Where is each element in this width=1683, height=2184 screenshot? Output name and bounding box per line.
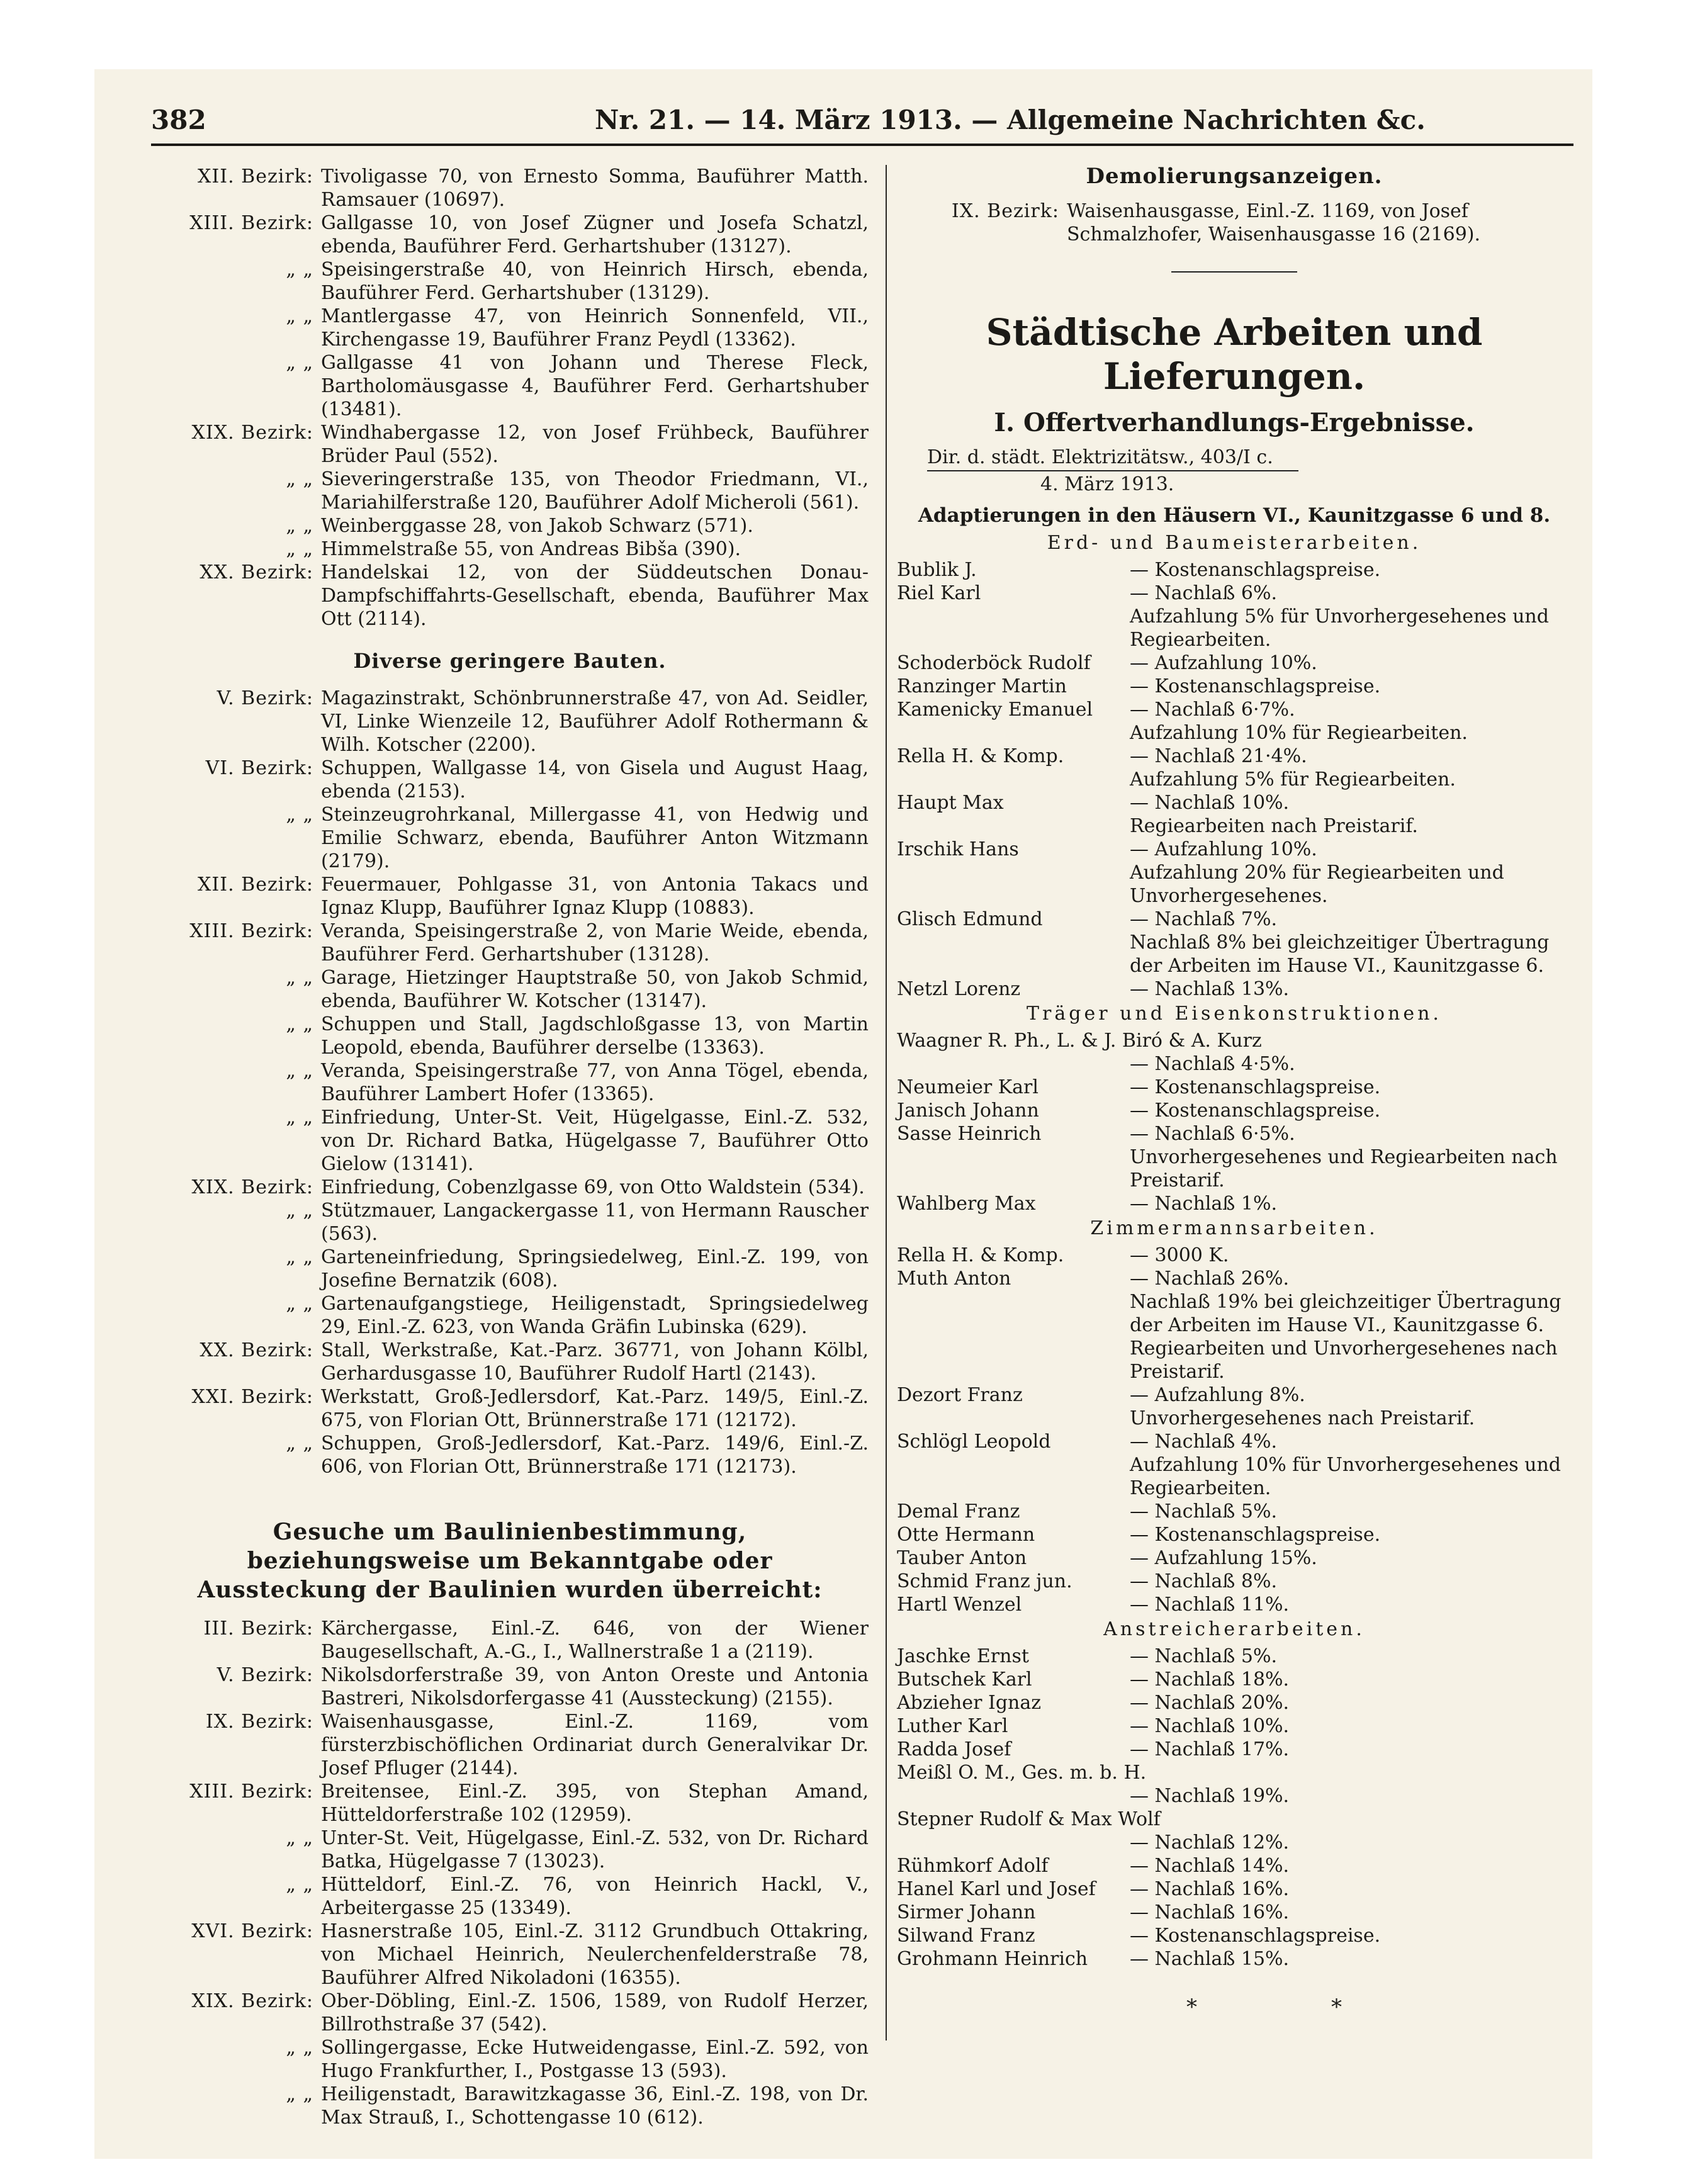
entry-text: Weinberggasse 28, von Jakob Schwarz (571). [321, 515, 753, 537]
bidder-name: Kamenicky Emanuel [897, 699, 1093, 721]
district-label: V. Bezirk: [217, 687, 313, 709]
district-label: „ „ [286, 538, 313, 560]
bidder-name: Dezort Franz [897, 1384, 1023, 1406]
bidder-name: Abzieher Ignaz [897, 1692, 1042, 1714]
entry-text: Feuermauer, Pohlgasse 31, von Antonia Takacs und Ignaz Klupp, Bauführer Ignaz Klupp (10883). [321, 874, 869, 919]
bid-result: — Nachlaß 5%. [1130, 1645, 1277, 1667]
district-label: „ „ [286, 515, 313, 537]
bidder-name: Schoderböck Rudolf [897, 652, 1091, 674]
bid-note: Aufzahlung 10% für Unvorhergesehenes und Regiearbeiten. [1130, 1454, 1562, 1499]
district-label: „ „ [286, 1013, 313, 1035]
category-title: Zimmermannsarbeiten. [1090, 1217, 1378, 1239]
bid-row [897, 1854, 1572, 1877]
bid-result: — Aufzahlung 15%. [1130, 1547, 1317, 1569]
bidder-name: Butschek Karl [897, 1669, 1032, 1691]
district-label: „ „ [286, 967, 313, 989]
entry-text: Einfriedung, Unter-St. Veit, Hügelgasse, Einl.-Z. 532, von Dr. Richard Batka, Hügelgasse 7, Bauführer Otto Gielow (13141). [321, 1106, 869, 1175]
entry-text: Gartenaufgangstiege, Heiligenstadt, Springsiedelweg 29, Einl.-Z. 623, von Wanda Gräfin Lubinska (629). [321, 1293, 869, 1338]
bid-result: — Nachlaß 19%. [1130, 1785, 1290, 1807]
bid-row [897, 838, 1572, 908]
page-number: 382 [151, 104, 206, 135]
bidder-name: Wahlberg Max [897, 1193, 1036, 1215]
district-label: „ „ [286, 1433, 313, 1455]
bid-list [897, 1029, 1572, 1215]
entry-text: Hütteldorf, Einl.-Z. 76, von Heinrich Hackl, V., Arbeitergasse 25 (13349). [321, 1874, 869, 1919]
entry-text: Sollingergasse, Ecke Hutweidengasse, Einl.-Z. 592, von Hugo Frankfurther, I., Postgasse 13 (593). [321, 2037, 869, 2082]
bid-row [897, 675, 1572, 698]
bid-row [897, 651, 1572, 675]
bid-result: — Nachlaß 4·5%. [1130, 1053, 1295, 1075]
entry [151, 1617, 869, 1663]
bid-row [897, 1761, 1572, 1808]
bid-note: Unvorhergesehenes nach Preistarif. [1130, 1407, 1475, 1429]
demolition-section-title: Demolierungsanzeigen. [1086, 164, 1383, 189]
bid-result: — 3000 K. [1130, 1244, 1229, 1266]
bidder-name: Hartl Wenzel [897, 1594, 1022, 1616]
entry-text: Sieveringerstraße 135, von Theodor Friedmann, VI., Mariahilferstraße 120, Bauführer Adolf Micheroli (561). [321, 468, 869, 514]
entry-text: Kärchergasse, Einl.-Z. 646, von der Wiener Baugesellschaft, A.-G., I., Wallnerstraße 1 a (2119). [321, 1618, 869, 1663]
section-divider [1171, 271, 1297, 273]
bid-result: — Nachlaß 7%. [1130, 908, 1277, 930]
bidder-name: Sasse Heinrich [897, 1123, 1042, 1145]
bidder-name: Schlögl Leopold [897, 1431, 1051, 1453]
entry-text: Unter-St. Veit, Hügelgasse, Einl.-Z. 532, von Dr. Richard Batka, Hügelgasse 7 (13023). [321, 1827, 869, 1872]
bidder-name: Riel Karl [897, 582, 981, 604]
bid-row [897, 1076, 1572, 1099]
entry [151, 421, 869, 468]
entry [151, 165, 869, 211]
running-title: Nr. 21. — 14. März 1913. — Allgemeine Nachrichten &c. [595, 104, 1426, 135]
district-label: „ „ [286, 2083, 313, 2105]
column-separator [886, 165, 887, 2040]
entry-text: Garteneinfriedung, Springsiedelweg, Einl.-Z. 199, von Josefine Bernatzik (608). [321, 1246, 869, 1292]
district-label: IX. Bezirk: [205, 1711, 313, 1733]
bidder-name: Rella H. & Komp. [897, 1244, 1064, 1266]
bid-result: — Nachlaß 10%. [1130, 1715, 1290, 1737]
entry [151, 1106, 869, 1176]
district-label: „ „ [286, 259, 313, 281]
bid-note: Nachlaß 19% bei gleichzeitiger Übertragung der Arbeiten im Hause VI., Kaunitzgasse 6. [1130, 1291, 1562, 1336]
entry-text: Waisenhausgasse, Einl.-Z. 1169, von Josef Schmalzhofer, Waisenhausgasse 16 (2169). [1067, 200, 1481, 245]
bid-row [897, 1901, 1572, 1924]
bid-row [897, 1192, 1572, 1215]
entry-text: Hasnerstraße 105, Einl.-Z. 3112 Grundbuch Ottakring, von Michael Heinrich, Neulerchenfelderstraße 78, Bauführer Alfred Nikoladoni (16355). [321, 1920, 869, 1989]
demolition-list [897, 200, 1572, 246]
bid-result: — Nachlaß 20%. [1130, 1692, 1290, 1714]
entry [151, 1873, 869, 1920]
bid-result: — Nachlaß 13%. [1130, 978, 1290, 1000]
bid-result: — Nachlaß 5%. [1130, 1500, 1277, 1523]
bidder-name: Luther Karl [897, 1715, 1008, 1737]
entry [151, 920, 869, 966]
bid-result: — Kostenanschlagspreise. [1130, 1100, 1381, 1122]
entry-text: Waisenhausgasse, Einl.-Z. 1169, vom fürsterzbischöflichen Ordinariat durch Generalvikar Dr. Josef Pfluger (2144). [321, 1711, 869, 1779]
entry-text: Himmelstraße 55, von Andreas Bibša (390). [321, 538, 741, 560]
entry-text: Steinzeugrohrkanal, Millergasse 41, von Hedwig und Emilie Schwarz, ebenda, Bauführer Anton Witzmann (2179). [321, 804, 869, 872]
district-label: „ „ [286, 1060, 313, 1082]
entry [151, 1199, 869, 1246]
entry [151, 803, 869, 873]
bid-note: Regiearbeiten und Unvorhergesehenes nach Preistarif. [1130, 1337, 1558, 1383]
bid-result: — Kostenanschlagspreise. [1130, 559, 1381, 581]
bid-row [897, 791, 1572, 838]
bidder-name: Netzl Lorenz [897, 978, 1021, 1000]
bidder-name: Muth Anton [897, 1268, 1011, 1290]
entry-text: Schuppen, Wallgasse 14, von Gisela und August Haag, ebenda (2153). [321, 757, 869, 802]
bidder-name: Grohmann Heinrich [897, 1948, 1088, 1970]
bidder-name: Jaschke Ernst [897, 1645, 1029, 1667]
bidder-name: Sirmer Johann [897, 1901, 1036, 1923]
bid-result: — Nachlaß 21·4%. [1130, 745, 1307, 767]
bid-result: — Kostenanschlagspreise. [1130, 1076, 1381, 1098]
district-label: XX. Bezirk: [200, 561, 313, 583]
district-label: XX. Bezirk: [200, 1339, 313, 1361]
entry-text: Mantlergasse 47, von Heinrich Sonnenfeld, VII., Kirchengasse 19, Bauführer Franz Peydl (13362). [321, 305, 869, 351]
bidder-name: Schmid Franz jun. [897, 1570, 1072, 1592]
bidder-name: Bublik J. [897, 559, 977, 581]
entry [151, 211, 869, 258]
district-label: „ „ [286, 1827, 313, 1849]
bid-result: — Nachlaß 14%. [1130, 1855, 1290, 1877]
entry [151, 1710, 869, 1780]
bid-note: Nachlaß 8% bei gleichzeitiger Übertragung der Arbeiten im Hause VI., Kaunitzgasse 6. [1130, 932, 1550, 977]
bid-row [897, 582, 1572, 651]
entry-text: Garage, Hietzinger Hauptstraße 50, von Jakob Schmid, ebenda, Bauführer W. Kotscher (13147). [321, 967, 869, 1012]
entry-text: Windhabergasse 12, von Josef Frühbeck, Bauführer Brüder Paul (552). [321, 422, 869, 467]
entry-text: Einfriedung, Cobenzlgasse 69, von Otto Waldstein (534). [321, 1176, 865, 1198]
left-column [151, 165, 869, 2129]
district-label: „ „ [286, 468, 313, 490]
bid-row [897, 745, 1572, 791]
district-label: XXI. Bezirk: [191, 1386, 313, 1408]
district-label: V. Bezirk: [217, 1664, 313, 1686]
bid-row [897, 1738, 1572, 1761]
gesuche-list [151, 1617, 869, 2129]
bid-row [897, 1645, 1572, 1668]
district-label: XIX. Bezirk: [191, 422, 313, 444]
bid-row [897, 1808, 1572, 1854]
entry-text: Heiligenstadt, Barawitzkagasse 36, Einl.-Z. 198, von Dr. Max Strauß, I., Schottengasse 10 (612). [321, 2083, 869, 2129]
entry-text: Gallgasse 10, von Josef Zügner und Josefa Schatzl, ebenda, Bauführer Ferd. Gerhartshuber (13127). [321, 212, 869, 257]
district-label: „ „ [286, 1200, 313, 1222]
entry [151, 2036, 869, 2083]
district-label: VI. Bezirk: [205, 757, 313, 779]
entry [151, 1432, 869, 1478]
directorate-reference: Dir. d. städt. Elektrizitätsw., 403/I c. [927, 445, 1298, 471]
bid-row [897, 1570, 1572, 1593]
bid-result: — Nachlaß 18%. [1130, 1669, 1290, 1691]
entry [151, 1059, 869, 1106]
bid-row [897, 1099, 1572, 1122]
entry-text: Nikolsdorferstraße 39, von Anton Oreste und Antonia Bastreri, Nikolsdorfergasse 41 (Aussteckung) (2155). [321, 1664, 869, 1709]
district-label: XIII. Bezirk: [189, 920, 313, 942]
district-label: „ „ [286, 352, 313, 374]
bid-result: — Nachlaß 17%. [1130, 1738, 1290, 1760]
entry [151, 351, 869, 421]
district-label: XIII. Bezirk: [189, 1781, 313, 1803]
category-title: Anstreicherarbeiten. [1103, 1618, 1365, 1640]
bid-result: — Kostenanschlagspreise. [1130, 1925, 1381, 1947]
entry-text: Magazinstrakt, Schönbrunnerstraße 47, von Ad. Seidler, VI, Linke Wienzeile 12, Bauführer Adolf Rothermann & Wilh. Kotscher (2200). [321, 687, 869, 756]
entry [151, 1827, 869, 1873]
gesuche-section-title: Gesuche um Baulinienbestimmung, beziehungsweise um Bekanntgabe oder Aussteckung der Baulinien wurden überreicht: [197, 1519, 823, 1603]
bid-row [897, 1122, 1572, 1192]
bidder-name: Demal Franz [897, 1500, 1020, 1523]
district-label: XIX. Bezirk: [191, 1176, 313, 1198]
bid-row [897, 1668, 1572, 1691]
bid-result: — Aufzahlung 10%. [1130, 652, 1317, 674]
district-label: „ „ [286, 804, 313, 826]
entry [151, 258, 869, 305]
bidder-name: Irschik Hans [897, 838, 1019, 860]
bid-row [897, 698, 1572, 745]
bidder-name: Ranzinger Martin [897, 675, 1067, 697]
district-label: XII. Bezirk: [198, 874, 313, 896]
entry-text: Speisingerstraße 40, von Heinrich Hirsch, ebenda, Bauführer Ferd. Gerhartshuber (13129). [321, 259, 869, 304]
entry-text: Handelskai 12, von der Süddeutschen Donau-Dampfschiffahrts-Gesellschaft, ebenda, Bauführer Max Ott (2114). [321, 561, 869, 630]
bid-result: — Kostenanschlagspreise. [1130, 1524, 1381, 1546]
project-title: Adaptierungen in den Häusern VI., Kaunitzgasse 6 und 8. [918, 504, 1551, 527]
bid-row [897, 1593, 1572, 1616]
district-label: XIII. Bezirk: [189, 212, 313, 234]
municipal-works-title: Städtische Arbeiten und Lieferungen. [986, 311, 1483, 398]
bidder-name: Stepner Rudolf & Max Wolf [897, 1808, 1161, 1830]
entry-text: Tivoligasse 70, von Ernesto Somma, Bauführer Matth. Ramsauer (10697). [321, 166, 869, 211]
bid-row [897, 1267, 1572, 1383]
bid-row [897, 1500, 1572, 1523]
bid-result: — Nachlaß 6·7%. [1130, 699, 1295, 721]
entry-text: Breitensee, Einl.-Z. 395, von Stephan Amand, Hütteldorferstraße 102 (12959). [321, 1781, 869, 1826]
bid-row [897, 908, 1572, 977]
district-label: „ „ [286, 2037, 313, 2059]
entry-text: Stützmauer, Langackergasse 11, von Hermann Rauscher (563). [321, 1200, 869, 1245]
district-label: IX. Bezirk: [951, 200, 1059, 222]
bid-row [897, 977, 1572, 1001]
district-label: XVI. Bezirk: [191, 1920, 313, 1942]
bidder-name: Janisch Johann [897, 1100, 1039, 1122]
bid-note: Aufzahlung 5% für Unvorhergesehenes und Regiearbeiten. [1130, 605, 1549, 651]
bid-result: — Nachlaß 4%. [1130, 1431, 1277, 1453]
bid-note: Aufzahlung 20% für Regiearbeiten und Unvorhergesehenes. [1130, 862, 1504, 907]
district-label: III. Bezirk: [203, 1618, 313, 1640]
entry [151, 1339, 869, 1385]
entry-text: Veranda, Speisingerstraße 2, von Marie Weide, ebenda, Bauführer Ferd. Gerhartshuber (13128). [321, 920, 869, 965]
results-date: 4. März 1913. [1040, 473, 1174, 495]
bid-note: Aufzahlung 10% für Regiearbeiten. [1130, 722, 1468, 744]
bidder-name: Glisch Edmund [897, 908, 1043, 930]
entry-text: Schuppen und Stall, Jagdschloßgasse 13, von Martin Leopold, ebenda, Bauführer derselbe (13363). [321, 1013, 869, 1059]
district-label: „ „ [286, 305, 313, 327]
diverse-list [151, 687, 869, 1478]
entry-text: Schuppen, Groß-Jedlersdorf, Kat.-Parz. 149/6, Einl.-Z. 606, von Florian Ott, Brünnerstraße 171 (12173). [321, 1433, 869, 1478]
star-ornament: * [1331, 1995, 1342, 2020]
entry [151, 1292, 869, 1339]
end-ornament [897, 1996, 1572, 2034]
bid-row [897, 1430, 1572, 1500]
bid-result: — Nachlaß 6%. [1130, 582, 1277, 604]
entry [151, 1920, 869, 1990]
district-label: XII. Bezirk: [198, 166, 313, 188]
bid-result: — Nachlaß 12%. [1130, 1832, 1290, 1854]
bid-result: — Nachlaß 16%. [1130, 1878, 1290, 1900]
entry-text: Ober-Döbling, Einl.-Z. 1506, 1589, von Rudolf Herzer, Billrothstraße 37 (542). [321, 1990, 869, 2035]
entry [897, 200, 1572, 246]
entry [151, 1246, 869, 1292]
entry [151, 514, 869, 538]
entry [151, 1176, 869, 1199]
entry [151, 1663, 869, 1710]
entry-text: Werkstatt, Groß-Jedlersdorf, Kat.-Parz. 149/5, Einl.-Z. 675, von Florian Ott, Brünnerstraße 171 (12172). [321, 1386, 869, 1431]
bidder-name: Rella H. & Komp. [897, 745, 1064, 767]
bid-result: — Nachlaß 11%. [1130, 1594, 1290, 1616]
bidder-name: Otte Hermann [897, 1524, 1035, 1546]
district-label: „ „ [286, 1106, 313, 1129]
bidder-name: Tauber Anton [897, 1547, 1027, 1569]
bid-note: Unvorhergesehenes und Regiearbeiten nach Preistarif. [1130, 1146, 1558, 1191]
entry [151, 305, 869, 351]
entry [151, 1990, 869, 2036]
district-label: „ „ [286, 1293, 313, 1315]
bid-result: — Nachlaß 1%. [1130, 1193, 1277, 1215]
entry [151, 538, 869, 561]
right-column [897, 165, 1572, 2034]
bid-row [897, 1924, 1572, 1947]
entry [151, 1013, 869, 1059]
bid-result: — Nachlaß 10%. [1130, 792, 1290, 814]
district-label: „ „ [286, 1246, 313, 1268]
entry-text: Stall, Werkstraße, Kat.-Parz. 36771, von Johann Kölbl, Gerhardusgasse 10, Bauführer Rudolf Hartl (2143). [321, 1339, 869, 1385]
entry [151, 687, 869, 757]
bid-row [897, 1947, 1572, 1971]
bid-result: — Nachlaß 16%. [1130, 1901, 1290, 1923]
entry [151, 966, 869, 1013]
bid-row [897, 1523, 1572, 1546]
bid-result: — Nachlaß 6·5%. [1130, 1123, 1295, 1145]
bid-row [897, 1877, 1572, 1901]
entry [151, 1385, 869, 1432]
entry [151, 757, 869, 803]
entry [151, 561, 869, 631]
page-header [151, 101, 1573, 145]
bid-row [897, 1546, 1572, 1570]
bidder-name: Rühmkorf Adolf [897, 1855, 1049, 1877]
bid-result: — Nachlaß 26%. [1130, 1268, 1290, 1290]
entry-text: Veranda, Speisingerstraße 77, von Anna Tögel, ebenda, Bauführer Lambert Hofer (13365). [321, 1060, 869, 1105]
bid-result: — Nachlaß 15%. [1130, 1948, 1290, 1970]
bidder-name: Silwand Franz [897, 1925, 1035, 1947]
bid-row [897, 558, 1572, 582]
bidder-name: Neumeier Karl [897, 1076, 1039, 1098]
bid-list [897, 1645, 1572, 1971]
bidder-name: Radda Josef [897, 1738, 1011, 1760]
offer-results-title: I. Offertverhandlungs-Ergebnisse. [994, 408, 1475, 437]
entry [151, 873, 869, 920]
building-permits-list [151, 165, 869, 631]
bid-result: — Nachlaß 8%. [1130, 1570, 1277, 1592]
bid-result: — Aufzahlung 10%. [1130, 838, 1317, 860]
entry [151, 2083, 869, 2129]
district-label: „ „ [286, 1874, 313, 1896]
bidder-name: Hanel Karl und Josef [897, 1878, 1096, 1900]
bid-note: Regiearbeiten nach Preistarif. [1130, 815, 1418, 837]
bid-note: Aufzahlung 5% für Regiearbeiten. [1130, 768, 1456, 791]
category-title: Träger und Eisenkonstruktionen. [1027, 1003, 1442, 1025]
category-title: Erd- und Baumeisterarbeiten. [1047, 532, 1422, 554]
bidder-name: Haupt Max [897, 792, 1004, 814]
bid-row [897, 1714, 1572, 1738]
header-rule [151, 144, 1573, 146]
bid-list [897, 558, 1572, 1001]
bid-row [897, 1029, 1572, 1076]
entry [151, 468, 869, 514]
district-label: XIX. Bezirk: [191, 1990, 313, 2012]
bid-row [897, 1691, 1572, 1714]
bid-row [897, 1244, 1572, 1267]
bid-result: — Kostenanschlagspreise. [1130, 675, 1381, 697]
bid-list [897, 1244, 1572, 1616]
bid-result: — Aufzahlung 8%. [1130, 1384, 1305, 1406]
bid-row [897, 1383, 1572, 1430]
bidder-name: Meißl O. M., Ges. m. b. H. [897, 1762, 1147, 1784]
star-ornament: * [1186, 1995, 1197, 2020]
entry [151, 1780, 869, 1827]
entry-text: Gallgasse 41 von Johann und Therese Fleck, Bartholomäusgasse 4, Bauführer Ferd. Gerhartshuber (13481). [321, 352, 869, 420]
diverse-section-title: Diverse geringere Bauten. [353, 649, 667, 673]
bidder-name: Waagner R. Ph., L. & J. Biró & A. Kurz [897, 1030, 1262, 1052]
